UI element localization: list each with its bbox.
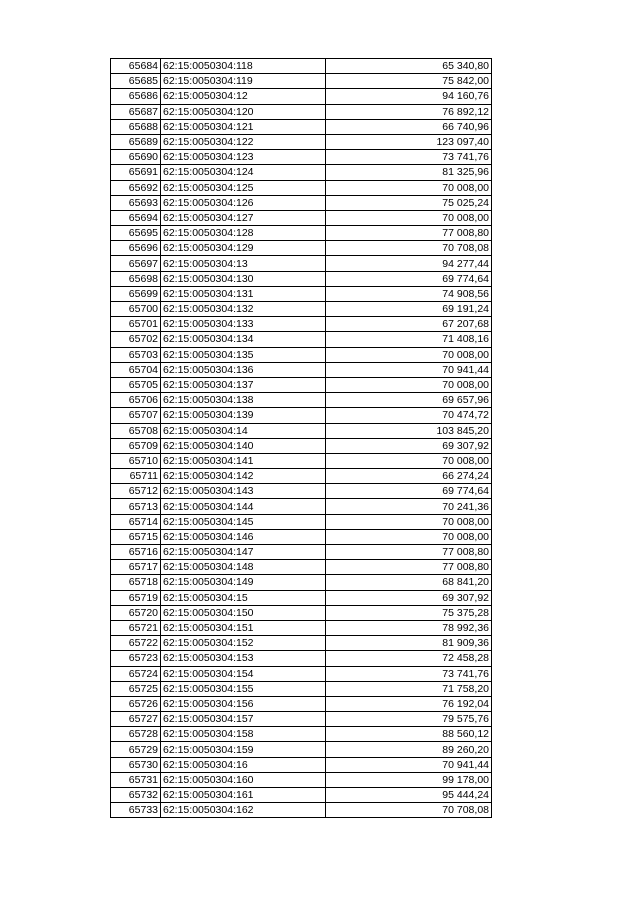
table-row	[111, 757, 492, 772]
table-row	[111, 362, 492, 377]
row-number-cell: 65687	[111, 104, 161, 119]
cadastral-number-cell: 62:15:0050304:134	[161, 332, 326, 347]
cadastral-number-cell: 62:15:0050304:119	[161, 74, 326, 89]
cadastral-number-cell: 62:15:0050304:160	[161, 772, 326, 787]
cadastral-number-cell: 62:15:0050304:139	[161, 408, 326, 423]
cadastral-number-cell: 62:15:0050304:131	[161, 286, 326, 301]
row-number-cell: 65707	[111, 408, 161, 423]
row-number-cell: 65700	[111, 302, 161, 317]
value-cell: 70 941,44	[326, 757, 492, 772]
value-cell: 75 025,24	[326, 195, 492, 210]
value-cell: 77 008,80	[326, 560, 492, 575]
table-row	[111, 302, 492, 317]
cadastral-number-cell: 62:15:0050304:132	[161, 302, 326, 317]
value-cell: 76 892,12	[326, 104, 492, 119]
row-number-cell: 65691	[111, 165, 161, 180]
row-number-cell: 65721	[111, 620, 161, 635]
value-cell: 67 207,68	[326, 317, 492, 332]
row-number-cell: 65725	[111, 681, 161, 696]
cadastral-number-cell: 62:15:0050304:129	[161, 241, 326, 256]
table-row	[111, 620, 492, 635]
row-number-cell: 65730	[111, 757, 161, 772]
table-row	[111, 560, 492, 575]
table-row	[111, 681, 492, 696]
row-number-cell: 65701	[111, 317, 161, 332]
value-cell: 70 008,00	[326, 377, 492, 392]
row-number-cell: 65696	[111, 241, 161, 256]
value-cell: 79 575,76	[326, 712, 492, 727]
value-cell: 123 097,40	[326, 134, 492, 149]
value-cell: 78 992,36	[326, 620, 492, 635]
row-number-cell: 65726	[111, 696, 161, 711]
value-cell: 70 941,44	[326, 362, 492, 377]
table-row	[111, 317, 492, 332]
table-row	[111, 803, 492, 818]
table-row	[111, 727, 492, 742]
cadastral-number-cell: 62:15:0050304:140	[161, 438, 326, 453]
cadastral-number-cell: 62:15:0050304:154	[161, 666, 326, 681]
value-cell: 73 741,76	[326, 150, 492, 165]
row-number-cell: 65716	[111, 545, 161, 560]
row-number-cell: 65714	[111, 514, 161, 529]
table-row	[111, 712, 492, 727]
table-row	[111, 134, 492, 149]
row-number-cell: 65694	[111, 210, 161, 225]
cadastral-number-cell: 62:15:0050304:125	[161, 180, 326, 195]
cadastral-number-cell: 62:15:0050304:143	[161, 484, 326, 499]
cadastral-number-cell: 62:15:0050304:148	[161, 560, 326, 575]
table-row	[111, 514, 492, 529]
table-row	[111, 74, 492, 89]
cadastral-number-cell: 62:15:0050304:138	[161, 393, 326, 408]
row-number-cell: 65688	[111, 119, 161, 134]
table-row	[111, 104, 492, 119]
value-cell: 72 458,28	[326, 651, 492, 666]
row-number-cell: 65705	[111, 377, 161, 392]
value-cell: 89 260,20	[326, 742, 492, 757]
cadastral-number-cell: 62:15:0050304:145	[161, 514, 326, 529]
table-row	[111, 545, 492, 560]
row-number-cell: 65713	[111, 499, 161, 514]
table-row	[111, 210, 492, 225]
value-cell: 69 774,64	[326, 484, 492, 499]
table-row	[111, 256, 492, 271]
row-number-cell: 65711	[111, 469, 161, 484]
cadastral-number-cell: 62:15:0050304:127	[161, 210, 326, 225]
row-number-cell: 65695	[111, 226, 161, 241]
cadastral-number-cell: 62:15:0050304:118	[161, 59, 326, 74]
row-number-cell: 65704	[111, 362, 161, 377]
row-number-cell: 65699	[111, 286, 161, 301]
cadastral-number-cell: 62:15:0050304:162	[161, 803, 326, 818]
value-cell: 69 657,96	[326, 393, 492, 408]
table-row	[111, 636, 492, 651]
value-cell: 94 277,44	[326, 256, 492, 271]
row-number-cell: 65697	[111, 256, 161, 271]
row-number-cell: 65706	[111, 393, 161, 408]
row-number-cell: 65685	[111, 74, 161, 89]
table-row	[111, 226, 492, 241]
table-row	[111, 119, 492, 134]
cadastral-number-cell: 62:15:0050304:136	[161, 362, 326, 377]
value-cell: 65 340,80	[326, 59, 492, 74]
row-number-cell: 65733	[111, 803, 161, 818]
value-cell: 69 191,24	[326, 302, 492, 317]
table-row	[111, 772, 492, 787]
value-cell: 75 842,00	[326, 74, 492, 89]
row-number-cell: 65729	[111, 742, 161, 757]
cadastral-number-cell: 62:15:0050304:123	[161, 150, 326, 165]
value-cell: 103 845,20	[326, 423, 492, 438]
row-number-cell: 65732	[111, 788, 161, 803]
row-number-cell: 65710	[111, 453, 161, 468]
value-cell: 66 274,24	[326, 469, 492, 484]
cadastral-number-cell: 62:15:0050304:12	[161, 89, 326, 104]
cadastral-number-cell: 62:15:0050304:13	[161, 256, 326, 271]
cadastral-number-cell: 62:15:0050304:16	[161, 757, 326, 772]
cadastral-number-cell: 62:15:0050304:151	[161, 620, 326, 635]
cadastral-number-cell: 62:15:0050304:14	[161, 423, 326, 438]
value-cell: 73 741,76	[326, 666, 492, 681]
cadastral-number-cell: 62:15:0050304:159	[161, 742, 326, 757]
table-row	[111, 165, 492, 180]
row-number-cell: 65684	[111, 59, 161, 74]
row-number-cell: 65727	[111, 712, 161, 727]
value-cell: 70 008,00	[326, 210, 492, 225]
table-row	[111, 89, 492, 104]
cadastral-number-cell: 62:15:0050304:161	[161, 788, 326, 803]
value-cell: 99 178,00	[326, 772, 492, 787]
cadastral-number-cell: 62:15:0050304:157	[161, 712, 326, 727]
cadastral-number-cell: 62:15:0050304:153	[161, 651, 326, 666]
row-number-cell: 65698	[111, 271, 161, 286]
table-row	[111, 377, 492, 392]
row-number-cell: 65731	[111, 772, 161, 787]
value-cell: 70 008,00	[326, 180, 492, 195]
table-row	[111, 271, 492, 286]
cadastral-number-cell: 62:15:0050304:121	[161, 119, 326, 134]
row-number-cell: 65719	[111, 590, 161, 605]
value-cell: 69 307,92	[326, 438, 492, 453]
row-number-cell: 65720	[111, 605, 161, 620]
cadastral-number-cell: 62:15:0050304:156	[161, 696, 326, 711]
value-cell: 68 841,20	[326, 575, 492, 590]
table-body	[111, 59, 492, 818]
cadastral-number-cell: 62:15:0050304:130	[161, 271, 326, 286]
table-row	[111, 590, 492, 605]
row-number-cell: 65723	[111, 651, 161, 666]
table-row	[111, 575, 492, 590]
cadastral-number-cell: 62:15:0050304:158	[161, 727, 326, 742]
table-row	[111, 241, 492, 256]
value-cell: 71 408,16	[326, 332, 492, 347]
value-cell: 71 758,20	[326, 681, 492, 696]
cadastral-number-cell: 62:15:0050304:128	[161, 226, 326, 241]
row-number-cell: 65692	[111, 180, 161, 195]
table-row	[111, 742, 492, 757]
table-row	[111, 180, 492, 195]
row-number-cell: 65715	[111, 529, 161, 544]
row-number-cell: 65703	[111, 347, 161, 362]
cadastral-number-cell: 62:15:0050304:142	[161, 469, 326, 484]
cadastral-number-cell: 62:15:0050304:150	[161, 605, 326, 620]
table-row	[111, 529, 492, 544]
data-table	[110, 58, 492, 818]
cadastral-number-cell: 62:15:0050304:146	[161, 529, 326, 544]
cadastral-number-cell: 62:15:0050304:141	[161, 453, 326, 468]
row-number-cell: 65708	[111, 423, 161, 438]
cadastral-number-cell: 62:15:0050304:147	[161, 545, 326, 560]
cadastral-number-cell: 62:15:0050304:135	[161, 347, 326, 362]
value-cell: 69 307,92	[326, 590, 492, 605]
row-number-cell: 65717	[111, 560, 161, 575]
table-row	[111, 195, 492, 210]
table-row	[111, 453, 492, 468]
value-cell: 66 740,96	[326, 119, 492, 134]
value-cell: 81 909,36	[326, 636, 492, 651]
table-row	[111, 150, 492, 165]
value-cell: 75 375,28	[326, 605, 492, 620]
table-row	[111, 347, 492, 362]
value-cell: 70 708,08	[326, 803, 492, 818]
cadastral-number-cell: 62:15:0050304:149	[161, 575, 326, 590]
table-row	[111, 605, 492, 620]
table-row	[111, 469, 492, 484]
row-number-cell: 65724	[111, 666, 161, 681]
row-number-cell: 65709	[111, 438, 161, 453]
row-number-cell: 65690	[111, 150, 161, 165]
cadastral-number-cell: 62:15:0050304:133	[161, 317, 326, 332]
row-number-cell: 65712	[111, 484, 161, 499]
row-number-cell: 65728	[111, 727, 161, 742]
value-cell: 94 160,76	[326, 89, 492, 104]
row-number-cell: 65689	[111, 134, 161, 149]
table-row	[111, 696, 492, 711]
cadastral-number-cell: 62:15:0050304:122	[161, 134, 326, 149]
cadastral-number-cell: 62:15:0050304:124	[161, 165, 326, 180]
table-row	[111, 59, 492, 74]
value-cell: 70 008,00	[326, 514, 492, 529]
cadastral-number-cell: 62:15:0050304:155	[161, 681, 326, 696]
table-row	[111, 393, 492, 408]
table-row	[111, 651, 492, 666]
row-number-cell: 65693	[111, 195, 161, 210]
row-number-cell: 65686	[111, 89, 161, 104]
row-number-cell: 65722	[111, 636, 161, 651]
cadastral-number-cell: 62:15:0050304:15	[161, 590, 326, 605]
value-cell: 70 008,00	[326, 347, 492, 362]
cadastral-number-cell: 62:15:0050304:144	[161, 499, 326, 514]
cadastral-number-cell: 62:15:0050304:126	[161, 195, 326, 210]
table-row	[111, 666, 492, 681]
cadastral-number-cell: 62:15:0050304:120	[161, 104, 326, 119]
value-cell: 70 708,08	[326, 241, 492, 256]
value-cell: 70 474,72	[326, 408, 492, 423]
table-row	[111, 332, 492, 347]
value-cell: 81 325,96	[326, 165, 492, 180]
row-number-cell: 65702	[111, 332, 161, 347]
table-row	[111, 408, 492, 423]
table-row	[111, 499, 492, 514]
table-row	[111, 484, 492, 499]
table-row	[111, 423, 492, 438]
table-row	[111, 438, 492, 453]
value-cell: 76 192,04	[326, 696, 492, 711]
value-cell: 95 444,24	[326, 788, 492, 803]
cadastral-number-cell: 62:15:0050304:152	[161, 636, 326, 651]
value-cell: 77 008,80	[326, 226, 492, 241]
cadastral-number-cell: 62:15:0050304:137	[161, 377, 326, 392]
row-number-cell: 65718	[111, 575, 161, 590]
value-cell: 88 560,12	[326, 727, 492, 742]
value-cell: 70 008,00	[326, 453, 492, 468]
table-row	[111, 286, 492, 301]
value-cell: 77 008,80	[326, 545, 492, 560]
value-cell: 70 241,36	[326, 499, 492, 514]
table-row	[111, 788, 492, 803]
value-cell: 69 774,64	[326, 271, 492, 286]
value-cell: 70 008,00	[326, 529, 492, 544]
value-cell: 74 908,56	[326, 286, 492, 301]
